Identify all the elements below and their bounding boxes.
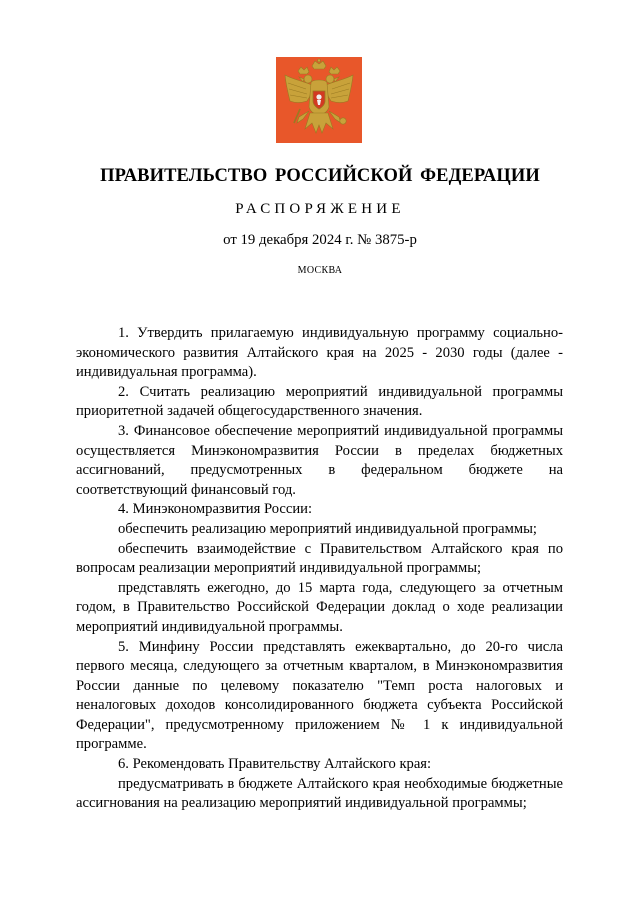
- document-body: [76, 324, 563, 814]
- paragraph-4-item-3: представлять ежегодно, до 15 марта года, следующего за отчетным годом, в Правительство Российской Федерации доклад о ходе реализации мероприятий индивидуальной программы.: [76, 579, 563, 635]
- russian-coat-of-arms-icon: [276, 57, 362, 143]
- document-city: МОСКВА: [297, 265, 343, 276]
- paragraph-6: 6. Рекомендовать Правительству Алтайского края:: [118, 756, 432, 773]
- document-type: РАСПОРЯЖЕНИЕ: [235, 201, 405, 217]
- paragraph-3: 3. Финансовое обеспечение мероприятий индивидуальной программы осуществляется Минэкономразвития России в пределах бюджетных ассигнований, предусмотренных в федеральном бюджете на соответствующий финансовый год.: [76, 422, 563, 498]
- government-title: ПРАВИТЕЛЬСТВО РОССИЙСКОЙ ФЕДЕРАЦИИ: [100, 166, 540, 186]
- paragraph-5: 5. Минфину России представлять ежеквартально, до 20-го числа первого месяца, следующего за отчетным кварталом, в Минэкономразвития России данные по целевому показателю "Темп роста налоговых и неналоговых доходов консолидированного бюджета субъекта Российской Федерации", предусмотренному приложением № 1 к индивидуальной программе.: [76, 638, 563, 753]
- paragraph-2: 2. Считать реализацию мероприятий индивидуальной программы приоритетной задачей общегосударственного значения.: [76, 383, 563, 420]
- paragraph-4-item-2: обеспечить взаимодействие с Правительством Алтайского края по вопросам реализации мероприятий индивидуальной программы;: [76, 540, 563, 577]
- paragraph-6-item-1: предусматривать в бюджете Алтайского края необходимые бюджетные ассигнования на реализацию мероприятий индивидуальной программы;: [76, 775, 563, 812]
- paragraph-4: 4. Минэкономразвития России:: [118, 501, 312, 518]
- paragraph-4-item-1: обеспечить реализацию мероприятий индивидуальной программы;: [118, 520, 537, 537]
- paragraph-1: 1. Утвердить прилагаемую индивидуальную программу социально-экономического развития Алтайского края на 2025 - 2030 годы (далее - индивидуальная программа).: [76, 325, 563, 381]
- document-date-number: от 19 декабря 2024 г. № 3875-р: [223, 232, 417, 248]
